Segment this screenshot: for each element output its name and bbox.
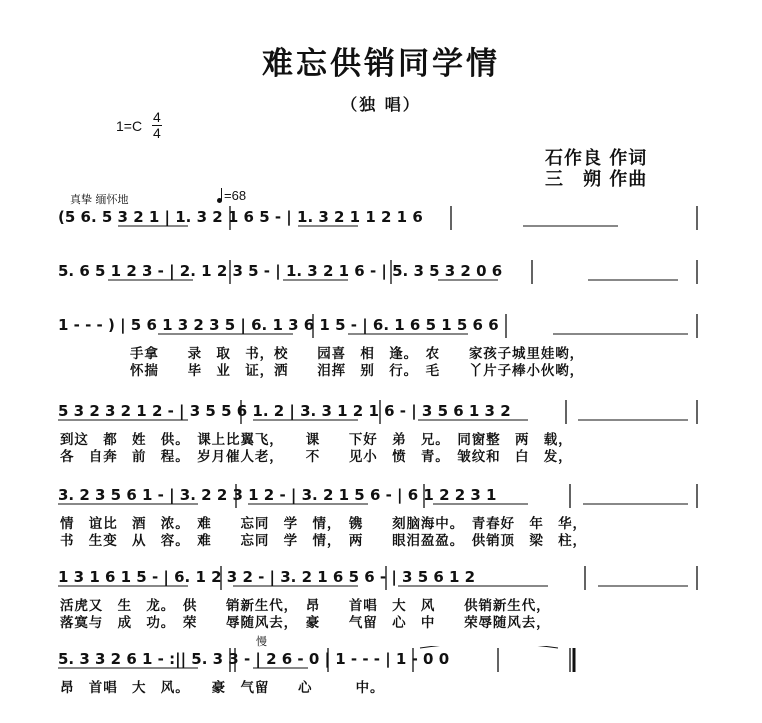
notation-text: 5. 3 3 2 6 1 - :|| 5. 3 3 - | 2 6 - 0 | 1 - - - | 1 - 0 0 <box>58 650 450 668</box>
notation-text: 5. 6 5 1 2 3 - | 2. 1 2 3 5 - | 1. 3 2 1 6 - | 5. 3 5 3 2 0 6 <box>58 262 503 280</box>
lyric-verse-1: 手拿 录 取 书，校 园喜 相 逢。 农 家孩子城里娃哟， <box>130 346 585 362</box>
lyric-verse-1: 情 谊比 酒 浓。 难 忘同 学 情， 镌 刻脑海中。 青春好 年 华， <box>60 516 587 532</box>
quarter-note-icon <box>217 198 222 203</box>
notation-line <box>58 258 698 284</box>
lyric-verse-1: 到这 都 姓 供。 课上比翼飞， 课 下好 弟 兄。 同窗整 两 载， <box>60 432 573 448</box>
notation-line <box>58 646 698 672</box>
notation-line <box>58 564 698 590</box>
notation-text: 1 - - - ) | 5 6 1 3 2 3 5 | 6. 1 3 6 1 5 - | 6. 1 6 5 1 5 6 6 <box>58 316 499 334</box>
key-signature: 1=C <box>116 118 143 134</box>
song-subtitle: （独 唱） <box>341 95 421 114</box>
lyric-verse-1: 活虎又 生 龙。 供 销新生代， 昂 首唱 大 风 供销新生代， <box>60 598 551 614</box>
notation-line <box>58 398 698 424</box>
composer-credit: 三 朔 作曲 <box>545 169 648 190</box>
notation-line <box>58 482 698 508</box>
tempo-marking <box>217 188 246 203</box>
expression-marking: 真挚 缅怀地 <box>70 193 129 206</box>
lyricist-credit: 石作良 作词 <box>545 148 648 169</box>
slow-marking: 慢 <box>256 635 267 648</box>
time-signature <box>152 110 162 141</box>
time-signature-beats: 4 <box>153 109 161 125</box>
lyric-verse-2: 各 自奔 前 程。 岁月催人老， 不 见小 愤 青。 皱纹和 白 发， <box>60 449 573 465</box>
notation-line <box>58 312 698 338</box>
notation-text: 3. 2 3 5 6 1 - | 3. 2 2 3 1 2 - | 3. 2 1 5 6 - | 6 1 2 2 3 1 <box>58 486 497 504</box>
lyric-verse-2: 书 生变 从 容。 难 忘同 学 情， 两 眼泪盈盈。 供销顶 梁 柱， <box>60 533 587 549</box>
notation-text: 5 3 2 3 2 1 2 - | 3 5 5 6 1. 2 | 3. 3 1 2 1 6 - | 3 5 6 1 3 2 <box>58 402 511 420</box>
notation-text: (5 6. 5 3 2 1 | 1. 3 2 1 6 5 - | 1. 3 2 1 1 2 1 6 <box>58 208 423 226</box>
time-signature-unit: 4 <box>153 125 161 141</box>
lyric-verse-2: 落寞与 成 功。 荣 辱随风去， 豪 气留 心 中 荣辱随风去， <box>60 615 551 631</box>
notation-text: 1 3 1 6 1 5 - | 6. 1 2 3 2 - | 3. 2 1 6 5 6 - | 3 5 6 1 2 <box>58 568 476 586</box>
tie-arc <box>420 646 558 648</box>
notation-line <box>58 204 698 230</box>
tempo-value: =68 <box>224 188 247 203</box>
lyric-verse-2: 怀揣 毕 业 证，洒 泪挥 别 行。 毛 丫片子棒小伙哟， <box>130 363 585 379</box>
song-title: 难忘供销同学情 <box>262 46 500 82</box>
lyric-verse-1: 昂 首唱 大 风。 豪 气留 心 中。 <box>60 680 385 696</box>
